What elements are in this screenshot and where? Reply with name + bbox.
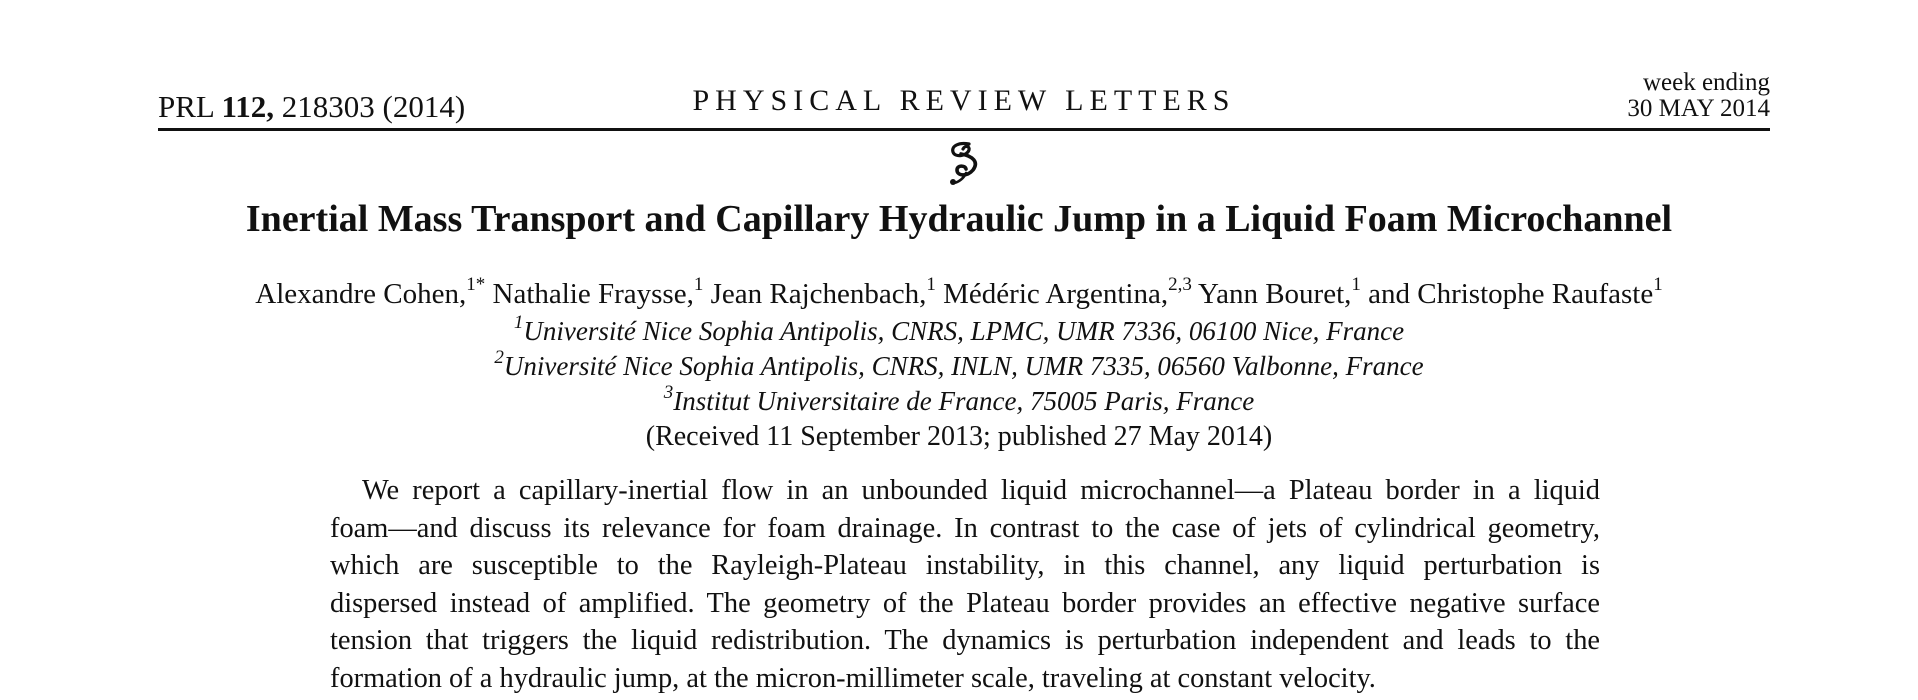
- week-ending-date: 30 MAY 2014: [1627, 95, 1770, 122]
- author: and Christophe Raufaste$^1$: [1368, 274, 1663, 310]
- author: Alexandre Cohen,$^{1*}$: [255, 274, 486, 310]
- society-monogram-icon: [939, 140, 989, 186]
- week-ending-label: week ending: [1642, 69, 1770, 96]
- author: Nathalie Fraysse,$^1$: [492, 274, 704, 310]
- paper-title: Inertial Mass Transport and Capillary Hydraulic Jump in a Liquid Foam Microchannel: [245, 198, 1673, 240]
- journal-name: PHYSICAL REVIEW LETTERS: [692, 84, 1236, 117]
- abstract-line: dispersed instead of amplified. The geometry of the Plateau border provides an effective negative surface: [330, 587, 1600, 619]
- abstract: [330, 472, 1600, 698]
- author: Jean Rajchenbach,$^1$: [710, 274, 936, 310]
- received-published-dates: (Received 11 September 2013; published 27 May 2014): [645, 421, 1273, 452]
- issue-date: [1627, 70, 1770, 122]
- article-number-year: 218303 (2014): [281, 89, 466, 124]
- affiliation: $^3$Institut Universitaire de France, 75005 Paris, France: [663, 382, 1255, 416]
- header-rule: [158, 128, 1770, 131]
- author: Médéric Argentina,$^{2,3}$: [943, 274, 1192, 310]
- author: Yann Bouret,$^1$: [1198, 274, 1361, 310]
- abstract-line: foam—and discuss its relevance for foam drainage. In contrast to the case of jets of cylindrical geometry,: [330, 512, 1600, 544]
- abstract-line: tension that triggers the liquid redistribution. The dynamics is perturbation independent and leads to the: [330, 625, 1600, 657]
- abstract-line: which are susceptible to the Rayleigh-Plateau instability, in this channel, any liquid perturbation is: [330, 550, 1600, 582]
- running-header: [158, 60, 1770, 128]
- author-list: [0, 276, 1918, 312]
- affiliation: $^2$Université Nice Sophia Antipolis, CNRS, INLN, UMR 7335, 06560 Valbonne, France: [494, 347, 1424, 381]
- journal-prefix: PRL: [158, 89, 214, 124]
- abstract-line: We report a capillary-inertial flow in an unbounded liquid microchannel—a Plateau border in a liquid: [362, 475, 1600, 506]
- abstract-line: formation of a hydraulic jump, at the micron-millimeter scale, traveling at constant velocity.: [330, 662, 1376, 694]
- volume-number: 112,: [221, 89, 274, 124]
- affiliation: $^1$Université Nice Sophia Antipolis, CNRS, LPMC, UMR 7336, 06100 Nice, France: [513, 312, 1405, 346]
